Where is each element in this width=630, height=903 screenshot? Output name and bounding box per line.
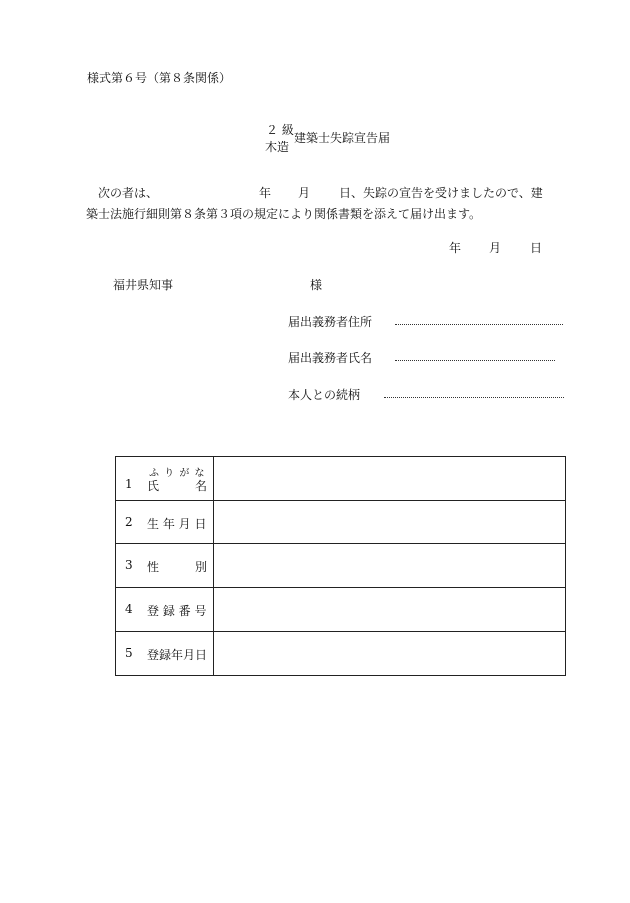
row-label-part-a: 氏 xyxy=(147,479,160,493)
row-label: 登録年月日 xyxy=(147,648,208,662)
row-label-part-b: 名 xyxy=(195,479,208,493)
row-number: 1 xyxy=(125,477,133,491)
table-row xyxy=(116,588,566,632)
row-label-cell xyxy=(116,588,214,632)
row-label-cell xyxy=(116,501,214,544)
addressee-name: 福井県知事 xyxy=(113,278,174,292)
body-line1-suffix: 日、失踪の宣告を受けましたので、建 xyxy=(339,186,543,200)
reporter-address-label: 届出義務者住所 xyxy=(288,315,373,329)
row-label: 生 年 月 日 xyxy=(147,517,207,531)
furigana-label: ふ り が な xyxy=(149,468,206,479)
table-row xyxy=(116,457,566,501)
row-number: 2 xyxy=(125,515,133,529)
body-line1-prefix: 次の者は、 xyxy=(98,186,159,200)
title-grade-top: ２ 級 xyxy=(266,123,294,137)
date-month: 月 xyxy=(489,241,502,255)
row-label-cell xyxy=(116,544,214,588)
registration-date-value-cell[interactable] xyxy=(214,632,566,676)
reporter-name-field[interactable] xyxy=(395,360,555,361)
body-line1-year: 年 xyxy=(259,186,272,200)
row-label-part-b: 別 xyxy=(195,560,208,574)
reporter-name-label: 届出義務者氏名 xyxy=(288,351,373,365)
body-line1-month: 月 xyxy=(298,186,311,200)
row-label-cell xyxy=(116,632,214,676)
row-number: 4 xyxy=(125,602,133,616)
gender-value-cell[interactable] xyxy=(214,544,566,588)
title-main: 建築士失踪宣告届 xyxy=(294,131,391,145)
table-row xyxy=(116,501,566,544)
date-year: 年 xyxy=(449,241,462,255)
row-label-cell xyxy=(116,457,214,501)
form-number: 様式第６号（第８条関係） xyxy=(87,71,232,85)
date-day: 日 xyxy=(530,241,543,255)
reporter-relation-field[interactable] xyxy=(384,397,564,398)
addressee-honorific: 様 xyxy=(310,278,323,292)
row-label-part-a: 性 xyxy=(147,560,160,574)
title-grade-bottom: 木造 xyxy=(265,140,290,154)
birthdate-value-cell[interactable] xyxy=(214,501,566,544)
table-row xyxy=(116,544,566,588)
row-number: 3 xyxy=(125,558,133,572)
table-row xyxy=(116,632,566,676)
reporter-address-field[interactable] xyxy=(395,324,563,325)
reporter-relation-label: 本人との続柄 xyxy=(288,388,361,402)
name-value-cell[interactable] xyxy=(214,457,566,501)
registration-number-value-cell[interactable] xyxy=(214,588,566,632)
body-line2: 築士法施行細則第８条第３項の規定により関係書類を添えて届け出ます。 xyxy=(86,207,482,221)
person-info-table xyxy=(115,456,566,676)
row-number: 5 xyxy=(125,646,133,660)
row-label: 登 録 番 号 xyxy=(147,604,207,618)
